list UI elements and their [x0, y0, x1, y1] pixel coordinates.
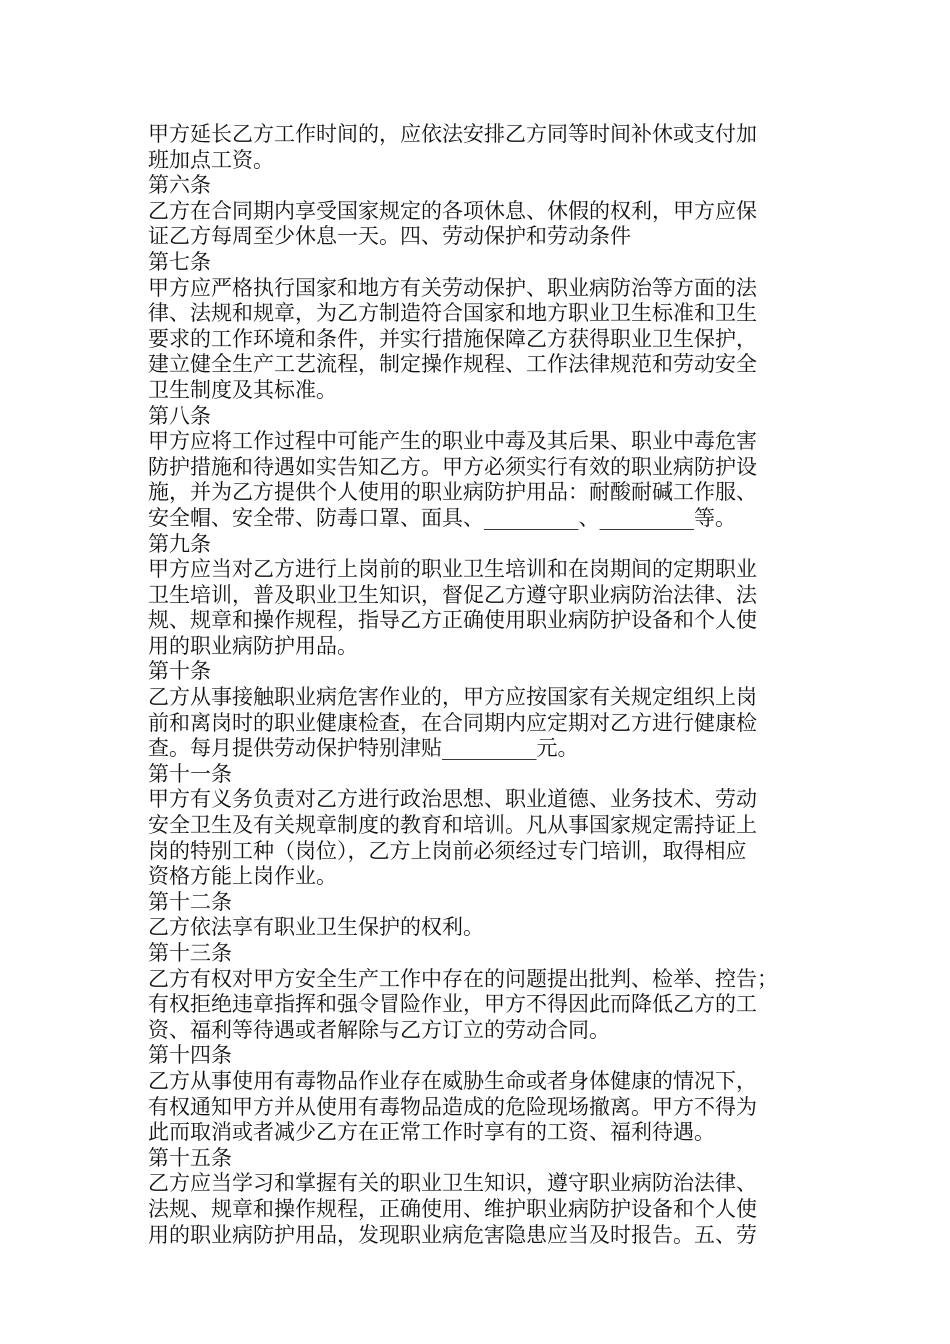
article-heading: 第十五条 [148, 1145, 232, 1170]
article-heading: 第十四条 [148, 1043, 232, 1068]
paragraph-line: 安全帽、安全带、防毒口罩、面具、_________、_________等。 [148, 505, 736, 530]
paragraph-line: 安全卫生及有关规章制度的教育和培训。凡从事国家规定需持证上 [148, 813, 757, 838]
paragraph-line: 卫生培训，普及职业卫生知识，督促乙方遵守职业病防治法律、法 [148, 582, 757, 607]
article-heading: 第九条 [148, 531, 211, 556]
document-page [148, 122, 808, 1248]
article-heading: 第八条 [148, 403, 211, 428]
paragraph-line: 规、规章和操作规程，指导乙方正确使用职业病防护设备和个人使 [148, 608, 757, 633]
paragraph-line: 法规、规章和操作规程，正确使用、维护职业病防护设备和个人使 [148, 1196, 757, 1221]
article-heading: 第十三条 [148, 941, 232, 965]
paragraph-line: 资格方能上岗作业。 [148, 864, 337, 889]
paragraph-line: 资、福利等待遇或者解除与乙方订立的劳动合同。 [148, 1017, 610, 1042]
article-heading: 第六条 [148, 173, 211, 198]
paragraph-line: 卫生制度及其标准。 [148, 377, 337, 402]
paragraph-line: 有权通知甲方并从使用有毒物品造成的危险现场撤离。甲方不得为 [148, 1094, 757, 1119]
paragraph-line: 防护措施和待遇如实告知乙方。甲方必须实行有效的职业病防护设 [148, 454, 757, 479]
paragraph-line: 查。每月提供劳动保护特别津贴_________元。 [148, 736, 579, 761]
paragraph-line: 证乙方每周至少休息一天。四、劳动保护和劳动条件 [148, 224, 631, 249]
paragraph-line: 此而取消或者减少乙方在正常工作时享有的工资、福利待遇。 [148, 1120, 715, 1145]
paragraph-line: 律、法规和规章，为乙方制造符合国家和地方职业卫生标准和卫生 [148, 301, 757, 326]
paragraph-line: 乙方有权对甲方安全生产工作中存在的问题提出批判、检举、控告； [148, 966, 778, 991]
paragraph-line: 乙方从事使用有毒物品作业存在威胁生命或者身体健康的情况下， [148, 1068, 757, 1093]
paragraph-line: 甲方应当对乙方进行上岗前的职业卫生培训和在岗期间的定期职业 [148, 557, 757, 582]
paragraph-line: 乙方在合同期内享受国家规定的各项休息、休假的权利，甲方应保 [148, 198, 757, 223]
paragraph-line: 甲方延长乙方工作时间的，应依法安排乙方同等时间补休或支付加 [148, 122, 757, 146]
article-heading: 第十二条 [148, 889, 232, 914]
paragraph-line: 乙方依法享有职业卫生保护的权利。 [148, 915, 484, 940]
paragraph-line: 甲方有义务负责对乙方进行政治思想、职业道德、业务技术、劳动 [148, 787, 757, 812]
paragraph-line: 乙方应当学习和掌握有关的职业卫生知识，遵守职业病防治法律、 [148, 1171, 757, 1196]
paragraph-line: 乙方从事接触职业病危害作业的，甲方应按国家有关规定组织上岗 [148, 685, 757, 710]
article-heading: 第十条 [148, 659, 211, 684]
article-heading: 第七条 [148, 249, 211, 274]
paragraph-line: 施，并为乙方提供个人使用的职业病防护用品：耐酸耐碱工作服、 [148, 480, 757, 505]
paragraph-line: 甲方应严格执行国家和地方有关劳动保护、职业病防治等方面的法 [148, 275, 757, 300]
paragraph-line: 建立健全生产工艺流程，制定操作规程、工作法律规范和劳动安全 [148, 352, 757, 377]
paragraph-line: 用的职业病防护用品，发现职业病危害隐患应当及时报告。五、劳 [148, 1222, 757, 1247]
paragraph-line: 用的职业病防护用品。 [148, 633, 358, 658]
paragraph-line: 班加点工资。 [148, 147, 274, 172]
paragraph-line: 要求的工作环境和条件，并实行措施保障乙方获得职业卫生保护， [148, 326, 757, 351]
article-heading: 第十一条 [148, 761, 232, 786]
paragraph-line: 有权拒绝违章指挥和强令冒险作业，甲方不得因此而降低乙方的工 [148, 992, 757, 1017]
paragraph-line: 岗的特别工种（岗位），乙方上岗前必须经过专门培训，取得相应 [148, 838, 747, 863]
paragraph-line: 前和离岗时的职业健康检查，在合同期内应定期对乙方进行健康检 [148, 710, 757, 735]
paragraph-line: 甲方应将工作过程中可能产生的职业中毒及其后果、职业中毒危害 [148, 429, 757, 454]
